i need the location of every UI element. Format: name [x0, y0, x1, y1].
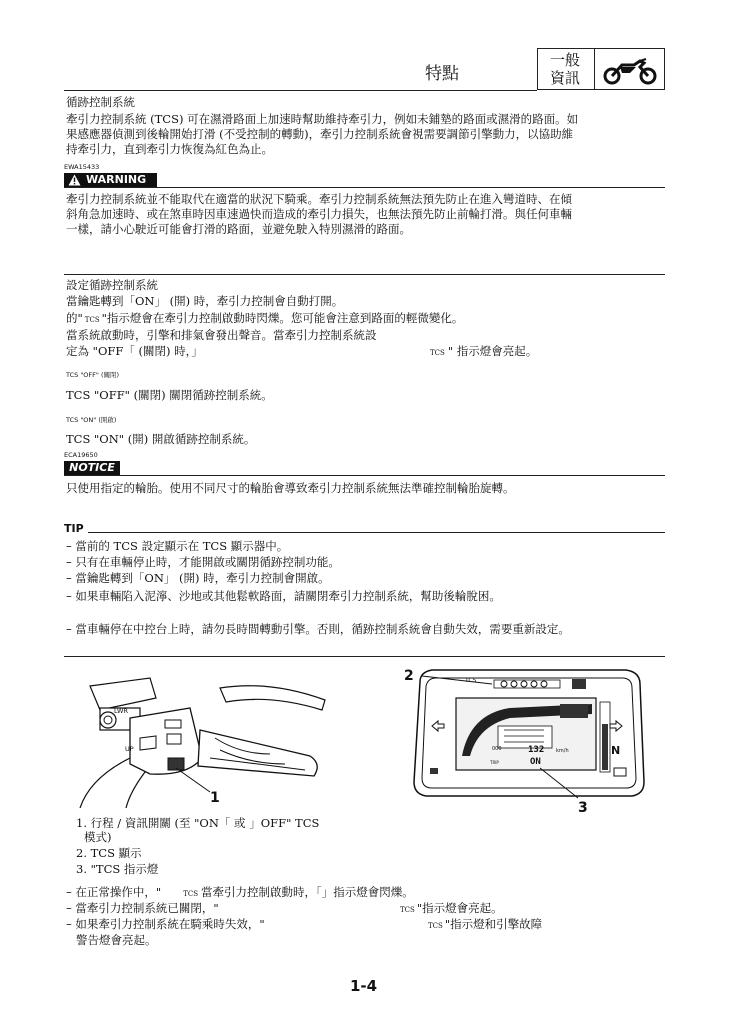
setting-line-4a: 定為 "OFF「 (關閉) 時，」: [66, 344, 203, 358]
warning-line-2: 斜角急加速時、或在煞車時因車速過快而造成的牽引力損失，也無法預先防止前輪打滑。與任何車輛: [66, 207, 572, 221]
notice-text: 只使用指定的輪胎。使用不同尺寸的輪胎會導致牽引力控制系統無法準確控制輪胎旋轉。: [66, 481, 515, 495]
tcs-off-text: TCS "OFF" (關閉) 關閉循跡控制系統。: [66, 388, 273, 402]
page-number: 1-4: [350, 977, 378, 995]
tcs-on-label: TCS "ON" (開啟): [66, 416, 117, 424]
setting-line-4b: TCS " 指示燈會亮起。: [430, 344, 538, 358]
note-3b: TCS "指示燈和引擎故障: [428, 917, 543, 931]
note-1: – 在正常操作中，" TCS 當牽引力控制啟動時，「」指示燈會閃爍。: [66, 885, 414, 899]
tip-label: TIP: [64, 522, 84, 535]
tip-item: – 當鑰匙轉到「ON」 (開) 時，牽引力控制會開啟。: [66, 571, 330, 585]
meter-odo: 000: [492, 746, 502, 752]
tcs-off-label: TCS "OFF" (關閉): [66, 371, 120, 379]
intro-heading: 循跡控制系統: [66, 95, 135, 109]
section-label-2: 資訊: [550, 69, 581, 87]
section-tab: [537, 48, 665, 90]
warning-line-3: 一樣，請小心駛近可能會打滑的路面，並避免駛入特別濕滑的路面。: [66, 222, 411, 236]
note-3: – 如果牽引力控制系統在騎乘時失效，": [66, 917, 265, 931]
intro-line-1: 牽引力控制系統 (TCS) 可在濕滑路面上加速時幫助維持牽引力，例如未鋪墊的路面或濕滑的路面。如: [66, 112, 579, 126]
warning-label: WARNING: [86, 173, 147, 186]
caption-1b: 模式): [84, 830, 112, 844]
warning-badge: [64, 173, 157, 187]
notice-badge: NOTICE: [64, 461, 120, 475]
tip-item: – 當前的 TCS 設定顯示在 TCS 顯示器中。: [66, 539, 289, 553]
caption-2: 2. TCS 顯示: [76, 846, 142, 860]
meter-tcs-on: ON: [530, 757, 541, 767]
setting-line-1: 當鑰匙轉到「ON」 (開) 時，牽引力控制會自動打開。: [66, 294, 344, 308]
caption-3: 3. "TCS 指示燈: [76, 862, 159, 876]
intro-line-2: 果感應器偵測到後輪開始打滑 (不受控制的轉動)，牽引力控制系統會視需要調節引擎動力，以協助維: [66, 127, 574, 141]
handlebar-switch-illustration: [70, 668, 330, 808]
note-3c: 警告燈會亮起。: [76, 933, 157, 947]
meter-speed: 132: [528, 745, 545, 755]
intro-line-3: 持牽引力，直到牽引力恢復為紅色為止。: [66, 142, 273, 156]
callout-2: 2: [404, 668, 414, 684]
note-2b: TCS "指示燈會亮起。: [400, 901, 503, 915]
page-title: 特點: [425, 64, 459, 84]
section-label-1: 一般: [550, 51, 581, 69]
setting-line-2: 的" TCS "指示燈會在牽引力控制啟動時閃爍。您可能會注意到路面的輕微變化。: [66, 311, 464, 325]
warning-triangle-icon: [68, 174, 81, 186]
caption-1: 1. 行程 / 資訊開關 (至 "ON「 或 」OFF" TCS: [76, 816, 320, 830]
warning-code: EWA15433: [64, 163, 100, 171]
setting-heading: 設定循跡控制系統: [66, 278, 158, 292]
warning-line-1: 牽引力控制系統並不能取代在適當的狀況下騎乘。牽引力控制系統無法預先防止在進入彎道時、在傾: [66, 192, 572, 206]
switch-label-lwr: LWR: [114, 707, 128, 715]
meter-unit: km/h: [556, 748, 569, 754]
tcs-on-text: TCS "ON" (開) 開啟循跡控制系統。: [66, 432, 256, 446]
callout-3: 3: [578, 800, 588, 816]
note-2: – 當牽引力控制系統已關閉，": [66, 901, 219, 915]
motorcycle-icon: [600, 55, 660, 85]
tip-item: – 當車輛停在中控台上時，請勿長時間轉動引擎。否則，循跡控制系統會自動失效，需要重新設定。: [66, 622, 570, 636]
meter-trip: TRIP: [490, 760, 499, 765]
header-rule: [64, 90, 537, 91]
notice-code: ECA19650: [64, 451, 98, 459]
callout-1: 1: [210, 790, 220, 806]
meter-gear: N: [611, 744, 621, 757]
tip-item: – 如果車輛陷入泥濘、沙地或其他鬆軟路面，請關閉牽引力控制系統，幫助後輪脫困。: [66, 589, 501, 603]
setting-line-3: 當系統啟動時，引擎和排氣會發出聲音。當牽引力控制系統設: [66, 328, 377, 342]
meter-tcs-label: TCS: [465, 677, 477, 684]
switch-label-up: UP: [125, 745, 134, 753]
meter-display-illustration: [400, 664, 662, 820]
tip-item: – 只有在車輛停止時，才能開啟或關閉循跡控制功能。: [66, 555, 340, 569]
